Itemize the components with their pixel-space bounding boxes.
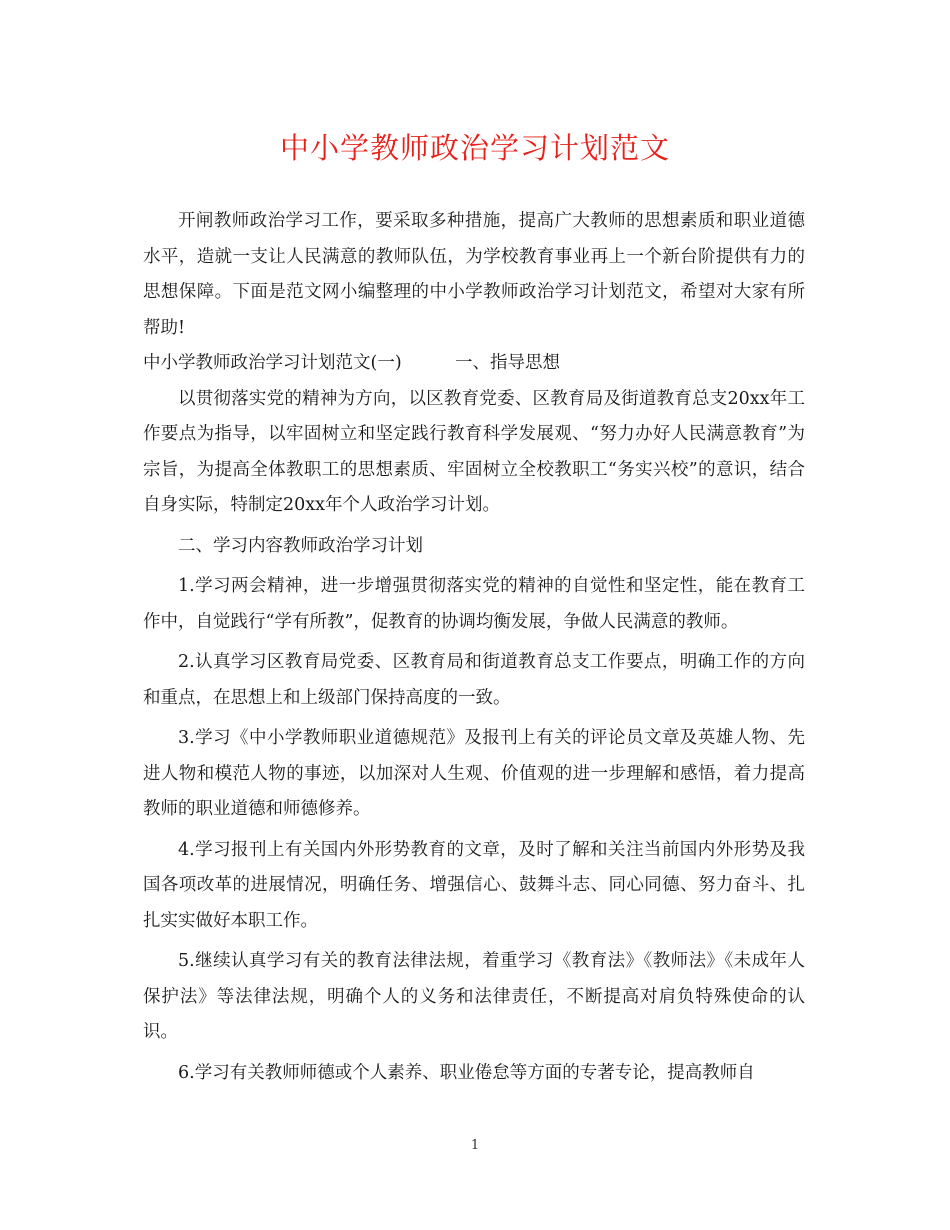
study-item: 6.学习有关教师师德或个人素养、职业倦怠等方面的专著专论，提高教师自: [178, 1062, 755, 1083]
section-heading-line: [143, 346, 805, 382]
study-item: 3.学习《中小学教师职业道德规范》及报刊上有关的评论员文章及英雄人物、先进人物和模范人物的事迹，以加深对人生观、价值观的进一步理解和感悟，着力提高教师的职业道德和师德修养。: [143, 728, 805, 819]
document-title: 中小学教师政治学习计划范文: [279, 131, 670, 165]
heading-guiding-ideology: 一、指导思想: [455, 353, 560, 373]
study-item: 5.继续认真学习有关的教育法律法规，着重学习《教育法》《教师法》《未成年人保护法》等法律法规，明确个人的义务和法律责任，不断提高对肩负特殊使命的认识。: [143, 951, 805, 1042]
heading-study-content: 二、学习内容教师政治学习计划: [178, 535, 423, 556]
section-title: 中小学教师政治学习计划范文(一): [143, 353, 402, 373]
document-body: [143, 204, 805, 1091]
page-number: 1: [470, 1138, 480, 1153]
intro-paragraph: 开闸教师政治学习工作，要采取多种措施，提高广大教师的思想素质和职业道德水平，造就一支让人民满意的教师队伍，为学校教育事业再上一个新台阶提供有力的思想保障。下面是范文网小编整理的中小学教师政治学习计划范文，希望对大家有所帮助!: [143, 211, 805, 338]
study-item: 1.学习两会精神，进一步增强贯彻落实党的精神的自觉性和坚定性，能在教育工作中，自觉践行“学有所教”，促教育的协调均衡发展，争做人民满意的教师。: [143, 576, 805, 632]
study-item: 2.认真学习区教育局党委、区教育局和街道教育总支工作要点，明确工作的方向和重点，在思想上和上级部门保持高度的一致。: [143, 652, 805, 708]
guiding-ideology-paragraph: 以贯彻落实党的精神为方向，以区教育党委、区教育局及街道教育总支20xx年工作要点为指导，以牢固树立和坚定践行教育科学发展观、“努力办好人民满意教育”为宗旨，为提高全体教职工的思想素质、牢固树立全校教职工“务实兴校”的意识，结合自身实际，特制定20xx年个人政治学习计划。: [143, 388, 805, 515]
study-item: 4.学习报刊上有关国内外形势教育的文章，及时了解和关注当前国内外形势及我国各项改革的进展情况，明确任务、增强信心、鼓舞斗志、同心同德、努力奋斗、扎扎实实做好本职工作。: [143, 839, 805, 931]
